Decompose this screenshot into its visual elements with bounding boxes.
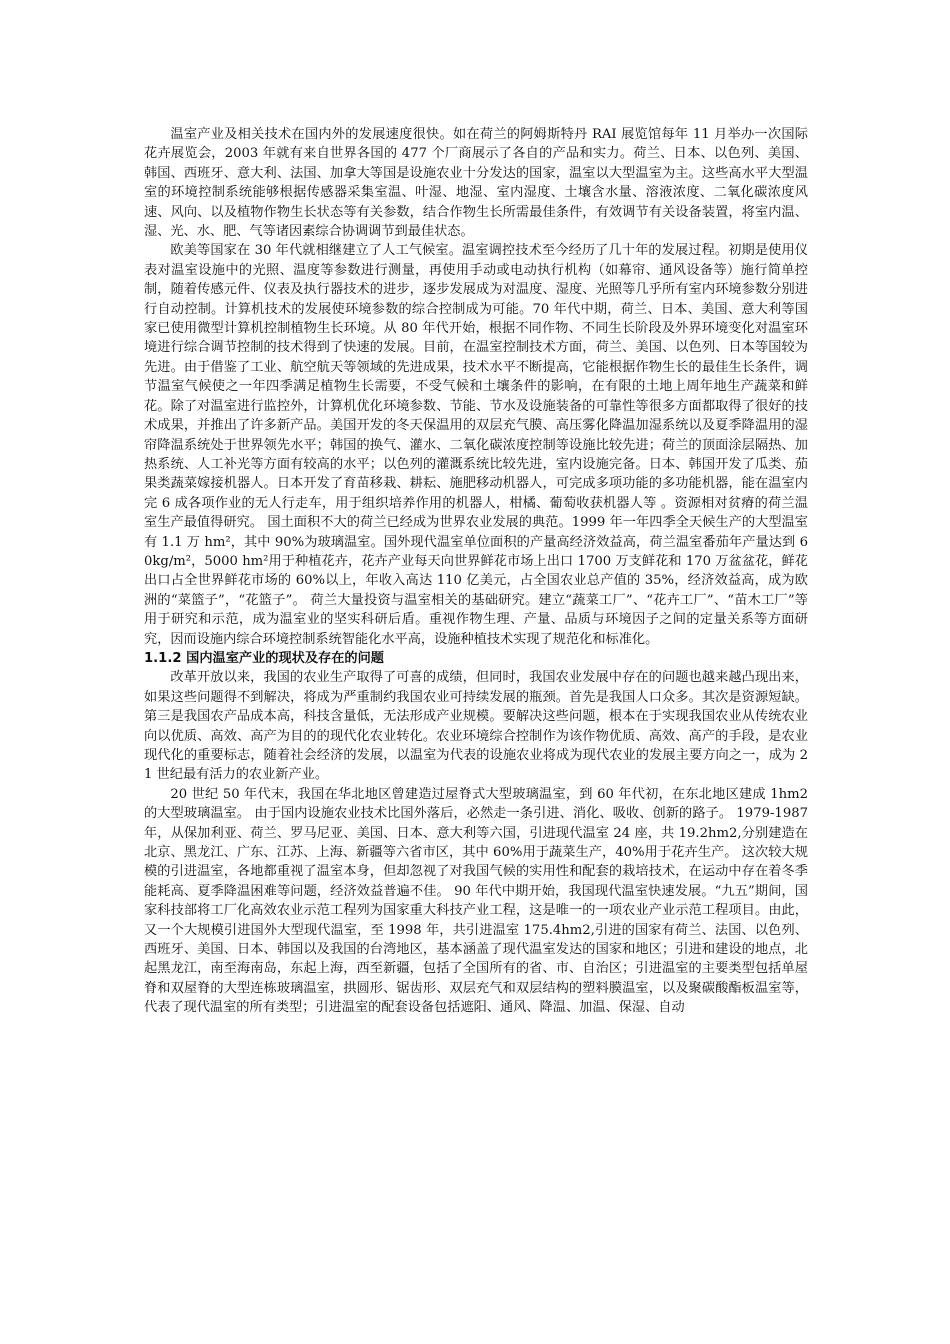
paragraph-intro-1: 温室产业及相关技术在国内外的发展速度很快。如在荷兰的阿姆斯特丹 RAI 展览馆每年 11 月举办一次国际花卉展览会，2003 年就有来自世界各国的 477 个厂商展示了各自的产品和实力。荷兰、日本、以色列、美国、韩国、西班牙、意大利、法国、加拿大等国是设施农业十分发达的国家，温室以大型温室为主。这些高水平大型温室的环境控制系统能够根据传感器采集室温、叶湿、地湿、室内湿度、土壤含水量、溶液浓度、二氧化碳浓度风速、风向、以及植物作物生长状态等有关参数，结合作物生长所需最佳条件，有效调节有关设备装置，将室内温、湿、光、水、肥、气等诸因素综合协调调节到最佳状态。: [144, 127, 808, 240]
document-page: [144, 125, 808, 1018]
paragraph-section-1: 改革开放以来，我国的农业生产取得了可喜的成绩，但同时，我国农业发展中存在的问题也越来越凸现出来，如果这些问题得不到解决，将成为严重制约我国农业可持续发展的瓶颈。首先是我国人口众多。其次是资源短缺。第三是我国农产品成本高，科技含量低，无法形成产业规模。要解决这些问题，根本在于实现我国农业从传统农业向以优质、高效、高产为目的的现代化农业转化。农业环境综合控制作为该作物优质、高效、高产的手段，是农业现代化的重要标志，随着社会经济的发展，以温室为代表的设施农业将成为现代农业的发展主要方向之一，成为 21 世纪最有活力的农业新产业。: [144, 670, 808, 783]
paragraph-section-2: 20 世纪 50 年代末，我国在华北地区曾建造过屋脊式大型玻璃温室，到 60 年代初，在东北地区建成 1hm2 的大型玻璃温室。 由于国内设施农业技术比国外落后，必然走一条引进、消化、吸收、创新的路子。 1979-1987 年，从保加利亚、荷兰、罗马尼亚、美国、日本、意大利等六国，引进现代温室 24 座，共 19.2hm2,分别建造在北京、黑龙江、广东、江苏、上海、新疆等六省市区，其中 60%用于蔬菜生产，40%用于花卉生产。 这次较大规模的引进温室，各地都重视了温室本身，但却忽视了对我国气候的实用性和配套的栽培技术，在运动中存在着冬季能耗高、夏季降温困难等问题，经济效益普遍不佳。 90 年代中期开始，我国现代温室快速发展。“九五”期间，国家科技部将工厂化高效农业示范工程列为国家重大科技产业工程，这是唯一的一项农业产业示范工程项目。由此，又一个大规模引进国外大型现代温室，至 1998 年，共引进温室 175.4hm2,引进的国家有荷兰、法国、以色列、西班牙、美国、日本、韩国以及我国的台湾地区，基本涵盖了现代温室发达的国家和地区；引进和建设的地点，北起黑龙江，南至海南岛，东起上海，西至新疆，包括了全国所有的省、市、自治区；引进温室的主要类型包括单屋脊和双屋脊的大型连栋玻璃温室，拱圆形、锯齿形、双层充气和双层结构的塑料膜温室，以及聚碳酸酯板温室等，代表了现代温室的所有类型；引进温室的配套设备包括遮阳、通风、降温、加温、保湿、自动: [144, 786, 808, 1016]
section-heading: 1.1.2 国内温室产业的现状及存在的问题: [144, 650, 384, 666]
paragraph-intro-2: 欧美等国家在 30 年代就相继建立了人工气候室。温室调控技术至今经历了几十年的发展过程。初期是使用仪表对温室设施中的光照、温度等参数进行测量，再使用手动或电动执行机构（如幕帘、通风设备等）施行简单控制，随着传感元件、仪表及执行器技术的进步，逐步发展成为对温度、湿度、光照等几乎所有室内环境参数分别进行自动控制。计算机技术的发展使环境参数的综合控制成为可能。70 年代中期，荷兰、日本、美国、意大利等国家已使用微型计算机控制植物生长环境。从 80 年代开始，根据不同作物、不同生长阶段及外界环境变化对温室环境进行综合调节控制的技术得到了快速的发展。目前，在温室控制技术方面，荷兰、美国、以色列、日本等国较为先进。由于借鉴了工业、航空航天等领域的先进成果，技术水平不断提高，它能根据作物生长的最佳生长条件，调节温室气候使之一年四季满足植物生长需要，不受气候和土壤条件的影响，在有限的土地上周年地生产蔬菜和鲜花。除了对温室进行监控外，计算机优化环境参数、节能、节水及设施装备的可靠性等很多方面都取得了很好的技术成果，并推出了许多新产品。美国开发的冬天保温用的双层充气膜、高压雾化降温加湿系统以及夏季降温用的湿帘降温系统处于世界领先水平；韩国的换气、灌水、二氧化碳浓度控制等设施比较先进；荷兰的顶面涂层隔热、加热系统、人工补光等方面有较高的水平；以色列的灌溉系统比较先进，室内设施完备。日本、韩国开发了瓜类、茄果类蔬菜嫁接机器人。日本开发了育苗移栽、耕耘、施肥移动机器人，可完成多项功能的多功能机器，能在温室内完 6 成各项作业的无人行走车，用于组织培养作用的机器人，柑橘、葡萄收获机器人等 。资源相对贫瘠的荷兰温室生产最值得研究。 国土面积不大的荷兰已经成为世界农业发展的典范。1999 年一年四季全天候生产的大型温室有 1.1 万 hm²，其中 90%为玻璃温室。国外现代温室单位面积的产量高经济效益高，荷兰温室番茄年产量达到 60kg/m²，5000 hm²用于种植花卉，花卉产业每天向世界鲜花市场上出口 1700 万支鲜花和 170 万盆盆花，鲜花出口占全世界鲜花市场的 60%以上，年收入高达 110 亿美元，占全国农业总产值的 35%，经济效益高，成为欧洲的“菜篮子”，“花篮子”。 荷兰大量投资与温室相关的基础研究。建立“蔬菜工厂”、“花卉工厂”、“苗木工厂”等用于研究和示范，成为温室业的坚实科研后盾。重视作物生理、产量、品质与环境因子之间的定量关系等方面研究，因而设施内综合环境控制系统智能化水平高，设施种植技术实现了规范化和标准化。: [144, 243, 808, 647]
